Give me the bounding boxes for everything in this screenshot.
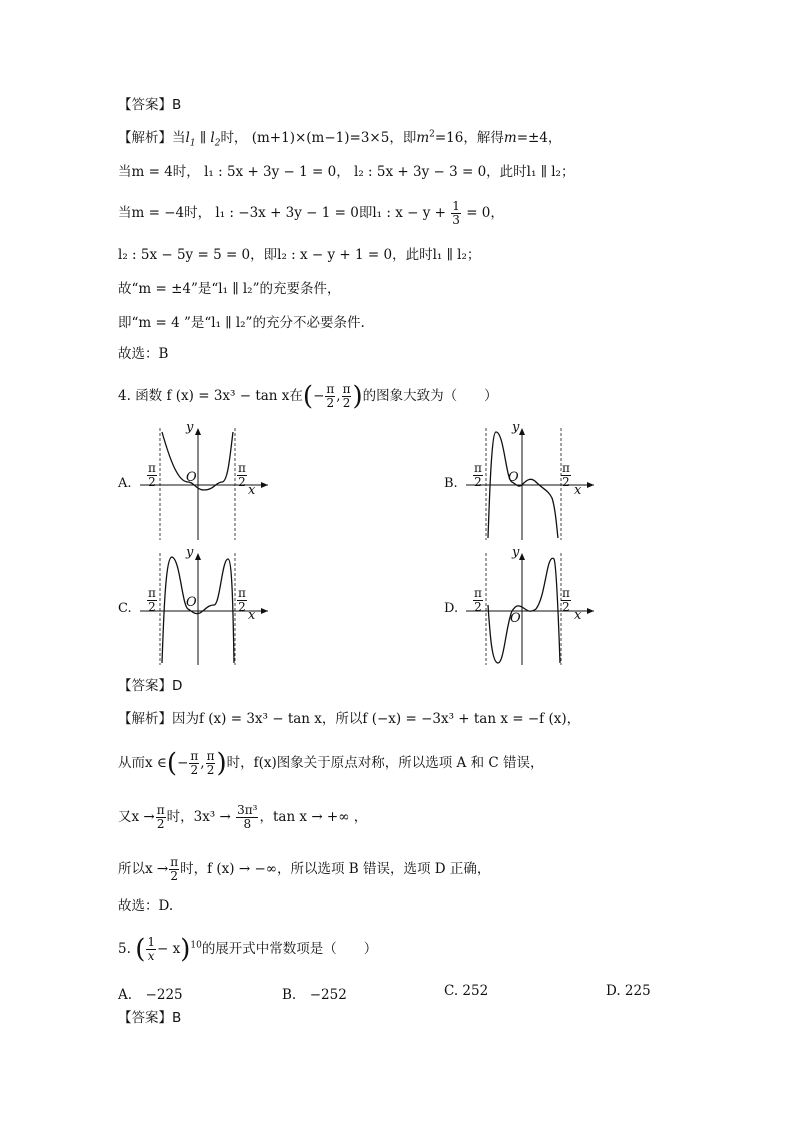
origin-label: O (186, 595, 197, 610)
fraction: $\frac{\pi}{2}$ (342, 382, 351, 410)
text: 因为 (172, 711, 199, 727)
text: ，解得 (463, 130, 504, 146)
q3-case2-line (118, 200, 504, 227)
m-sym: m (416, 130, 430, 146)
equation: − x (156, 941, 181, 957)
option-d-label[interactable]: D. (444, 601, 459, 616)
analysis-label: 【解析】 (118, 130, 172, 146)
text: 的展开式中常数项是（ ） (201, 941, 378, 957)
q5-option-c[interactable]: C. 252 (444, 983, 489, 999)
question-number: 4. (118, 388, 131, 404)
text: ，此时 (486, 164, 527, 180)
fraction: $\frac{\pi}{2}$ (326, 382, 335, 410)
q3-analysis-line-1: 【解析】当$l_1$ ∥ $l_2$时， (m+1)×(m−1)=3×5，即$m^2=16$，解得m=±4， (118, 129, 562, 149)
answer-label: 【答案】 (118, 97, 172, 113)
q4-analysis-line-1 (118, 709, 580, 729)
text: 的图象大致为（ ） (362, 388, 498, 404)
q3-conclusion-1: 故“m = ±4”是“l₁ ∥ l₂”的充要条件， (118, 281, 341, 297)
q5-stem: 5. ( $\frac{1}{x}$ − x)$^{10}$的展开式中常数项是（ ） (118, 934, 378, 965)
q3-case3-line (118, 245, 480, 265)
text: 又 (118, 809, 132, 825)
text: ，所以 (321, 711, 363, 727)
exponent: 10 (190, 940, 202, 951)
equation: l₂ : 5x − 5y = 5 = 0 (118, 247, 251, 263)
answer-label: 【答案】 (118, 678, 172, 694)
text: ， (547, 130, 562, 146)
equation: x ∈ (145, 755, 167, 771)
fraction: $\frac{1}{x}$ (147, 935, 155, 963)
equation: x → (131, 809, 155, 825)
q3-answer-line (118, 95, 181, 115)
equation: l₁ ∥ l₂ (526, 164, 561, 180)
text: 当 (118, 205, 132, 221)
x-axis-label: x (574, 483, 582, 498)
equation: = 0， (466, 205, 504, 221)
pi-half: $\frac{\pi}{2}$ (238, 461, 246, 489)
option-b-label[interactable]: B. (444, 476, 458, 491)
equation: f (x) → −∞ (207, 861, 277, 877)
equation: l₁ ∥ l₂ (432, 247, 467, 263)
y-axis-label: y (186, 545, 194, 560)
text: 时， (226, 755, 254, 771)
q4-analysis-line-4: 所以x → $\frac{\pi}{2}$ 时，f (x) → −∞，所以选项 B 错误，选项 D 正确， (118, 855, 491, 883)
option-a-label[interactable]: A. (118, 476, 132, 491)
text: 在 (289, 388, 303, 404)
pi-half: $\frac{\pi}{2}$ (238, 586, 246, 614)
equation: m = −4 (131, 205, 185, 221)
text: 时， (184, 205, 212, 221)
text: ，此时 (392, 247, 433, 263)
equation: f (x) = 3x³ − tan x (199, 711, 322, 727)
text: 当 (172, 130, 186, 146)
l1l2-parallel: $l_1$ ∥ $l_2$ (185, 130, 221, 149)
neg-pi-half: $\frac{\pi}{2}$ (474, 461, 482, 489)
q5-answer: B (172, 1010, 182, 1026)
equation: f(x) (253, 755, 277, 771)
pi-half: $\frac{\pi}{2}$ (562, 461, 570, 489)
q4-analysis-line-3: 又x → $\frac{\pi}{2}$ 时，3x³ → $\frac{\text{3π³}}{8}$ ，tan x → +∞ ， (118, 803, 368, 831)
origin-label: O (186, 470, 197, 485)
text: ，即 (250, 247, 278, 263)
text: 时， (166, 809, 194, 825)
neg-pi-half: $\frac{\pi}{2}$ (148, 461, 156, 489)
question-number: 5. (118, 941, 131, 957)
text: 时， (180, 861, 208, 877)
text: 函数 (135, 388, 163, 404)
text: 时， (220, 130, 248, 146)
x-axis-label: x (574, 608, 582, 623)
text: 时， (172, 164, 200, 180)
equation: f (x) = 3x³ − tan x (166, 388, 290, 404)
q3-case1-line: 当m = 4时， l₁ : 5x + 3y − 1 = 0， l₂ : 5x + 3y − 3 = 0，此时l₁ ∥ l₂； (118, 164, 575, 180)
pi-half: $\frac{\pi}{2}$ (562, 586, 570, 614)
origin-label: O (508, 470, 519, 485)
equation: m = 4 (131, 164, 173, 180)
neg-pi-half: $\frac{\pi}{2}$ (474, 586, 482, 614)
equation: =±4 (516, 130, 548, 146)
q3-conclusion-2: 即“m = 4 ”是“l₁ ∥ l₂”的充分不必要条件. (118, 315, 365, 331)
equation: =16 (434, 130, 464, 146)
y-axis-label: y (512, 545, 520, 560)
equation: l₂ : 5x + 3y − 3 = 0 (354, 164, 487, 180)
m-sym: m (503, 130, 517, 146)
text: 图象关于原点对称，所以选项 A 和 C 错误， (276, 755, 544, 771)
fraction: $\frac{1}{3}$ (452, 199, 460, 227)
q5-option-b[interactable]: B. −252 (282, 987, 347, 1003)
text: 所以 (118, 861, 145, 877)
equation: f (−x) = −3x³ + tan x = −f (x) (362, 711, 567, 727)
q4-answer: D (172, 678, 183, 694)
equation: x → (145, 861, 169, 877)
x-axis-label: x (248, 483, 256, 498)
text: ； (560, 164, 575, 180)
analysis-label: 【解析】 (118, 711, 172, 727)
text: ，即 (389, 130, 417, 146)
fraction: $\frac{\text{3π³}}{8}$ (237, 803, 258, 831)
q4-analysis-line-2: 从而x ∈(− $\frac{\pi}{2}$ , $\frac{\pi}{2}$ )时，f(x)图象关于原点对称，所以选项 A 和 C 错误， (118, 748, 544, 779)
equation: l₁ : −3x + 3y − 1 = 0 (215, 205, 359, 221)
q4-choice: 故选：D. (118, 898, 174, 914)
q4-answer-line (118, 676, 182, 696)
q3-answer: B (172, 97, 182, 113)
equation: l₁ : 5x + 3y − 1 = 0 (204, 164, 337, 180)
equation: (m+1)×(m−1)=3×5 (251, 130, 390, 146)
q5-option-a[interactable]: A. −225 (118, 987, 183, 1003)
x-axis-label: x (248, 608, 256, 623)
q5-answer-line (118, 1008, 181, 1028)
equation: ，tan x → +∞ ， (259, 809, 368, 825)
y-axis-label: y (186, 420, 194, 435)
option-c-label[interactable]: C. (118, 601, 132, 616)
text: ，所以选项 B 错误，选项 D 正确， (277, 861, 491, 877)
equation: l₂ : x − y + 1 = 0 (277, 247, 393, 263)
equation: 3x³ → (193, 809, 231, 825)
answer-label: 【答案】 (118, 1010, 172, 1026)
text: 即 (358, 205, 373, 221)
text: 当 (118, 164, 132, 180)
text: ； (466, 247, 481, 263)
equation: l₁ : x − y + (372, 205, 446, 221)
origin-label: O (510, 611, 521, 626)
y-axis-label: y (512, 420, 520, 435)
text: 从而 (118, 755, 145, 771)
q3-choice: 故选：B (118, 346, 169, 362)
q5-option-d[interactable]: D. 225 (606, 983, 651, 999)
q4-stem: 4. 函数 f (x) = 3x³ − tan x在(− $\frac{\pi}{2}$ , $\frac{\pi}{2}$ )的图象大致为（ ） (118, 381, 498, 412)
text: ， (566, 711, 581, 727)
neg-pi-half: $\frac{\pi}{2}$ (148, 586, 156, 614)
